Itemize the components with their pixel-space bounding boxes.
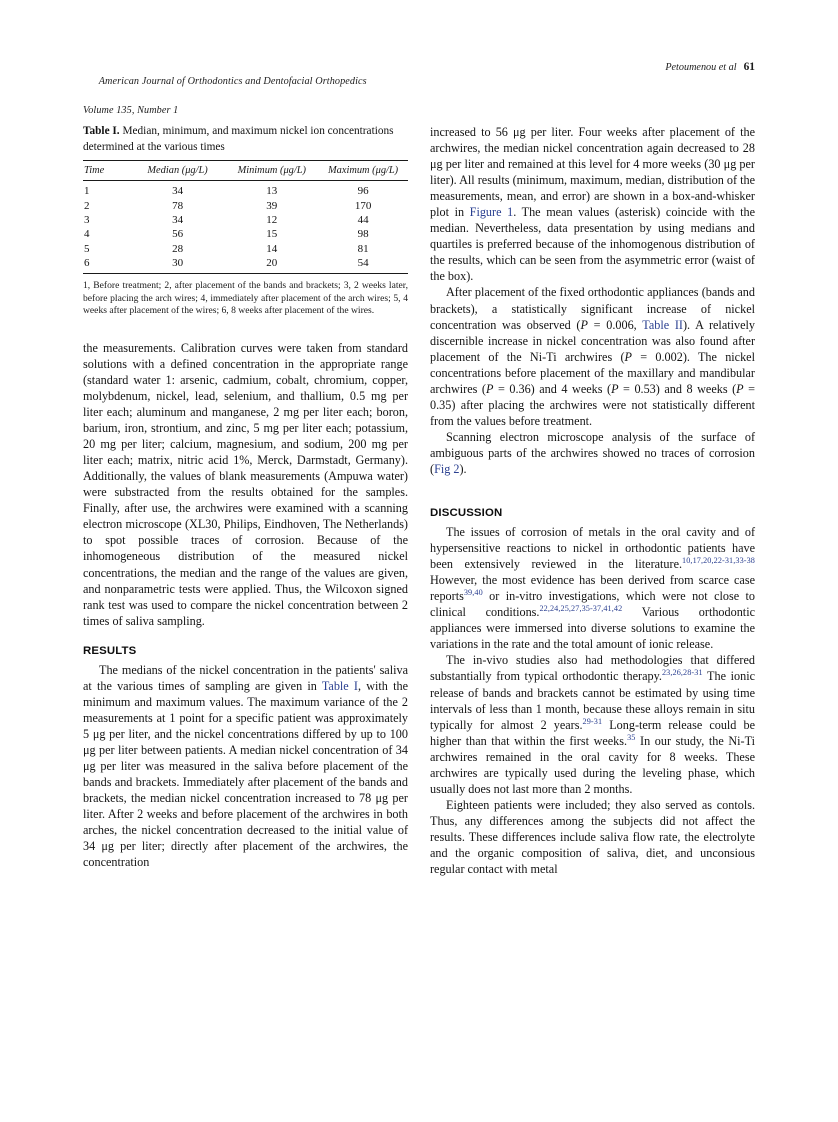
cell-median: 34 bbox=[172, 185, 184, 198]
running-head bbox=[83, 60, 755, 116]
paragraph-discussion-2 bbox=[430, 652, 755, 796]
results-cont-text-a: increased to 56 μg per liter. Four weeks after placement of the archwires, the median nickel concentration again decreased to 28 μg per liter and remained at this level for 4 more weeks (30 μg per liter). All results (minimum, maximum, median, distribution of the measurements, mean, and error) are shown in a box-and-whisker plot in bbox=[430, 125, 755, 220]
left-column bbox=[83, 124, 408, 870]
page-number: 61 bbox=[743, 61, 755, 73]
author-running-head: Petoumenou et al bbox=[665, 62, 737, 73]
cell-median: 56 bbox=[172, 228, 184, 241]
paragraph-results-3 bbox=[430, 284, 755, 428]
results-p3-text-b: = 0.006, bbox=[587, 317, 643, 332]
reference-superscript[interactable]: 22,24,25,27,35-37,41,42 bbox=[539, 604, 623, 614]
cell-time: 2 bbox=[84, 199, 90, 212]
cell-median: 34 bbox=[172, 213, 184, 226]
cell-minimum: 14 bbox=[266, 242, 278, 255]
cell-time: 6 bbox=[84, 257, 90, 270]
table-header-row bbox=[83, 161, 408, 181]
results-cont-text-b: . The mean values (asterisk) coincide with the median. Nevertheless, data presentation by using medians and quartiles is preferred because of the inhomogenous distribution of the results, which can be seen from the asymmetric error (waist of the box). bbox=[430, 205, 755, 284]
disc-p2-text-a: The in-vivo studies also had methodologies that differed substantially from typical orthodontic therapy. bbox=[430, 653, 755, 684]
cell-time: 3 bbox=[84, 213, 90, 226]
reference-superscript[interactable]: 39,40 bbox=[463, 588, 483, 598]
reference-superscript[interactable]: 23,26,28-31 bbox=[661, 668, 703, 678]
cell-maximum: 54 bbox=[357, 257, 369, 270]
table-row bbox=[83, 213, 408, 227]
disc-p1-text-a: The issues of corrosion of metals in the oral cavity and of hypersensitive reactions to nickel in orthodontic patients have been extensively reviewed in the literature. bbox=[430, 525, 755, 572]
results-p3-text-e: = 0.36) and 4 weeks ( bbox=[493, 381, 612, 396]
cell-median: 28 bbox=[172, 242, 184, 255]
column-header-time: Time bbox=[83, 161, 130, 181]
heading-discussion: DISCUSSION bbox=[430, 507, 503, 520]
results-p4-text-a: Scanning electron microscope analysis of the surface of ambiguous parts of the archwires showed no traces of corrosion ( bbox=[430, 429, 755, 476]
cell-minimum: 20 bbox=[266, 257, 278, 270]
cell-minimum: 15 bbox=[266, 228, 278, 241]
cell-time: 4 bbox=[84, 228, 90, 241]
journal-volume-issue: Volume 135, Number 1 bbox=[83, 104, 179, 116]
column-header-median: Median (μg/L) bbox=[130, 161, 226, 181]
table-caption-text: Median, minimum, and maximum nickel ion concentrations determined at the various times bbox=[83, 125, 394, 153]
results-p3-text-c: ). A relatively discernible increase in nickel concentration was also found after placement of the Ni-Ti archwires ( bbox=[430, 317, 755, 364]
stat-symbol-p: P bbox=[611, 381, 619, 396]
cell-maximum: 170 bbox=[354, 199, 372, 212]
disc-p2-text-c: Long-term release could be higher than that within the first weeks. bbox=[430, 717, 755, 748]
paragraph-results-4 bbox=[430, 429, 755, 477]
stat-symbol-p: P bbox=[624, 349, 632, 364]
disc-p2-text-d: In our study, the Ni-Ti archwires remained in the oral cavity for 8 weeks. These archwires are typically used during the leveling phase, which usually does not last more than 2 months. bbox=[430, 733, 755, 796]
paragraph-results-1 bbox=[83, 662, 408, 871]
paragraph-discussion-3: Eighteen patients were included; they also served as contols. Thus, any differences among the subjects did not affect the results. These differences include saliva flow rate, the electrolyte and the organic composition of saliva, diet, and unconsious regular contact with metal bbox=[430, 797, 755, 877]
disc-p2-text-b: The ionic release of bands and brackets cannot be estimated by using time intervals of less than 1 month, because these alloys remain in situ typically for almost 2 years. bbox=[430, 669, 755, 732]
xref-figure-2[interactable]: Fig 2 bbox=[434, 461, 460, 476]
cell-maximum: 96 bbox=[357, 185, 369, 198]
cell-median: 78 bbox=[172, 199, 184, 212]
reference-superscript[interactable]: 35 bbox=[627, 732, 636, 742]
xref-figure-1[interactable]: Figure 1 bbox=[469, 205, 514, 220]
paragraph-results-continued bbox=[430, 124, 755, 284]
xref-table-1[interactable]: Table I bbox=[321, 678, 358, 693]
table-row bbox=[83, 181, 408, 199]
column-header-maximum: Maximum (μg/L) bbox=[318, 161, 408, 181]
disc-p1-text-b: However, the most evidence has been derived from scarce case reports bbox=[430, 573, 755, 604]
results-p3-text-g: = 0.35) after placing the archwires were not statistically different from the values before treatment. bbox=[430, 381, 756, 428]
stat-symbol-p: P bbox=[485, 381, 494, 396]
table-footnote: 1, Before treatment; 2, after placement of the bands and brackets; 3, 2 weeks later, before placing the arch wires; 4, immediately after placement of the arch wires; 5, 4 weeks after placement of the wires; 6, 8 weeks after placement of the wires. bbox=[83, 280, 408, 317]
table-row bbox=[83, 242, 408, 256]
table-header bbox=[83, 161, 408, 181]
results-text-b: , with the minimum and maximum values. The maximum variance of the 2 measurements at 1 point for a specific patient was approximately 5 μg per liter, and the nickel concentrations differed by up to 100 μg per liter between patients. A median nickel concentration of 34 μg per liter was measured in the saliva before placement of the bands and brackets. Immediately after placement of the bands and brackets, the median nickel concentration increased to 78 μg per liter. After 2 weeks and before placement of the archwires in both arches, the nickel concentration decreased to the initial value of 34 μg per liter; directly after placement of the archwires, the concentration bbox=[83, 678, 408, 870]
disc-p1-text-d: Various orthodontic appliances were immersed into diverse solutions to examine the variations in the rate and the total amount of ionic release. bbox=[430, 605, 755, 652]
column-header-minimum: Minimum (μg/L) bbox=[225, 161, 318, 181]
cell-time: 1 bbox=[84, 185, 90, 198]
cell-maximum: 44 bbox=[357, 213, 369, 226]
disc-p1-text-c: or in-vitro investigations, which were not close to clinical conditions. bbox=[430, 589, 755, 620]
table-body bbox=[83, 181, 408, 274]
results-text-a: The medians of the nickel concentration in the patients' saliva at the various times of sampling are given in bbox=[83, 662, 408, 693]
table-caption bbox=[83, 124, 408, 155]
cell-time: 5 bbox=[84, 242, 90, 255]
table-row bbox=[83, 227, 408, 241]
table-label: Table I. bbox=[83, 125, 120, 137]
paragraph-methods-continued: the measurements. Calibration curves were taken from standard solutions with a defined concentration in the appropriate range (standard water 1: arsenic, cadmium, cobalt, chromium, copper, molybdenum, nickel, lead, selenium, and thallium, 0.5 mg per liter each; aluminum and manganese, 2 mg per liter each; boron, barium, iron, strontium, and zinc, 5 mg per liter each; potassium, 20 mg per liter; calcium, magnesium, and sodium, 200 mg per liter each; matrix, nitric acid 1%, Merck, Darmstadt, Germany). Additionally, the values of blank measurements (Ampuwa water) were substracted from the results obtained for the samples. Finally, after use, the archwires were examined with a scanning electron microscope (XL30, Philips, Eindhoven, The Netherlands) to spot possible traces of corrosion. Because of the inhomogeneous distribution of the measured nickel concentrations, the median and the range of the values are given, and nonparametric tests were applied. Thus, the Wilcoxon signed rank test was used to compare the nickel concentration between 2 times of saliva sampling. bbox=[83, 340, 408, 628]
reference-superscript[interactable]: 10,17,20,22-31,33-38 bbox=[682, 556, 755, 566]
cell-median: 30 bbox=[172, 257, 184, 270]
table-row bbox=[83, 256, 408, 274]
cell-minimum: 12 bbox=[266, 213, 278, 226]
results-p3-text-f: = 0.53) and 8 weeks ( bbox=[618, 381, 737, 396]
xref-table-2[interactable]: Table II bbox=[642, 317, 683, 332]
stat-symbol-p: P bbox=[736, 381, 744, 396]
results-p3-text-a: After placement of the fixed orthodontic appliances (bands and brackets), a statistically significant increase of nickel concentration was observed ( bbox=[430, 285, 755, 332]
nickel-concentration-table bbox=[83, 160, 408, 274]
cell-minimum: 39 bbox=[266, 199, 278, 212]
results-p4-text-b: ). bbox=[459, 461, 467, 476]
paragraph-discussion-1 bbox=[430, 524, 755, 652]
reference-superscript[interactable]: 29-31 bbox=[582, 716, 603, 726]
running-head-right bbox=[665, 60, 755, 76]
stat-symbol-p: P bbox=[580, 317, 588, 332]
cell-minimum: 13 bbox=[266, 185, 278, 198]
table-row bbox=[83, 198, 408, 212]
right-column bbox=[430, 124, 755, 877]
results-p3-text-d: = 0.002). The nickel concentrations before placement of the maxillary and mandibular archwires ( bbox=[430, 349, 755, 396]
cell-maximum: 98 bbox=[357, 228, 369, 241]
cell-maximum: 81 bbox=[357, 242, 369, 255]
heading-results: RESULTS bbox=[83, 644, 137, 657]
journal-title-line1: American Journal of Orthodontics and Dentofacial Orthopedics bbox=[98, 75, 367, 87]
